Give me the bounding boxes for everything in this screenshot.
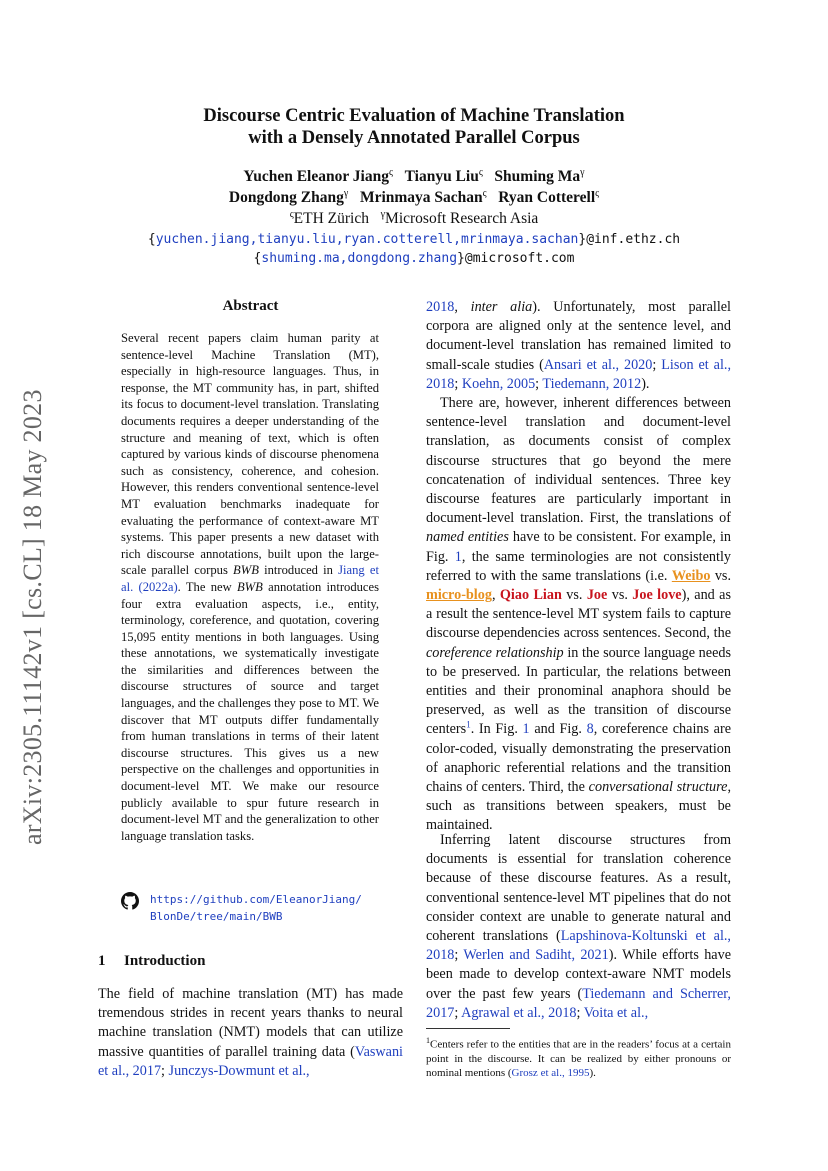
citation-link[interactable]: Voita et al., [583,1004,649,1021]
github-icon [121,892,139,910]
citation-link[interactable]: Agrawal et al., 2018 [461,1004,577,1021]
citation-link[interactable]: Lapshinova-Koltunski et al., 2018 [426,928,731,964]
author-name: Yuchen Eleanor Jiang [243,168,389,185]
citation-link[interactable]: Vaswani et al., 2017 [98,1043,403,1079]
corpus-name: BWB [233,563,259,578]
figure-ref-link[interactable]: 8 [586,721,594,738]
entity-highlight: Joe love [632,587,682,604]
section-number: 1 [98,953,106,969]
footnote-divider [426,1028,510,1029]
arxiv-stamp: arXiv:2305.11142v1 [cs.CL] 18 May 2023 [18,389,47,845]
entity-highlight: Qiao Lian [499,587,562,604]
citation-link[interactable]: Koehn, 2005 [461,375,536,392]
right-paragraph-2: There are, however, inherent differences between sentence-level translation and document-level translation, as documents consist of complex discourse structures that go beyond the mere concatenation of individual sentences. Three key discourse features are particularly important in document-level translation. First, the translations of named entities have to be consistent. For example, in Fig. 1, the same terminologies are not consistently referred to with the same translations (i.e. Weibo vs. micro-blog, Qiao Lian vs. Joe vs. Joe love), and as a result the sentence-level MT system fails to capture discourse dependencies across sentences. Second, the coreference relationship in the source language needs to be preserved. In particular, the relations between entities and their pronominal anaphora should be preserved, as well as the transition of discourse centers$^1$. In Fig. 1 and Fig. 8, coreference chains are color-coded, visually demonstrating the preservation of anaphoric referential relations and the transition chains of centers. Third, the conversational structure, such as transitions between speakers, must be maintained. [426,395,732,834]
author-mark: ς [482,187,487,199]
author-name: Ryan Cotterell [498,189,596,206]
author-name: Shuming Ma [494,168,581,185]
repo-link[interactable] [121,892,391,926]
author-mark: ς [478,166,483,178]
intro-paragraph: The field of machine translation (MT) has made tremendous strides in recent years thanks to neural machine translation (NMT) models that can utilize massive quantities of parallel training data (Vaswani et al., 2017; Junczys-Dowmunt et al., [98,986,403,1079]
affiliations [100,208,728,229]
corpus-name: BWB [236,579,263,594]
paper-title-line-2: with a Densely Annotated Parallel Corpus [248,128,580,148]
section-heading-introduction [98,952,403,970]
abstract-heading: Abstract [222,298,279,314]
footnote: $^1$Centers refer to the entities that are in the readers’ focus at a certain point in the discourse. It can be realized by either pronouns or nominal mentions (Grosz et al., 1995). [426,1036,731,1080]
citation-link[interactable]: Ansari et al., 2020 [543,356,653,373]
author-mark: γ [343,187,349,199]
author-mark: ς [595,187,600,199]
citation-link[interactable]: Lison et al., 2018 [426,356,731,392]
right-paragraph-3: Inferring latent discourse structures from documents is essential for translation coherence because of these discourse features. As a result, conventional sentence-level MT pipelines that do not consider context are unable to generate natural and coherent translations (Lapshinova-Koltunski et al., 2018; Werlen and Sadiht, 2021). While efforts have been made to develop context-aware NMT models over the past few years (Tiedemann and Scherrer, 2017; Agrawal et al., 2018; Voita et al., [426,832,731,1021]
author-name: Tianyu Liu [404,168,479,185]
citation-link[interactable]: Werlen and Sadiht, 2021 [463,947,609,964]
citation-link[interactable]: Tiedemann, 2012 [542,375,642,392]
figure-ref-link[interactable]: 1 [454,548,462,565]
author-line-1 [100,166,728,187]
email-users-link[interactable]: yuchen.jiang,tianyu.liu,ryan.cotterell,mrinmaya.sachan [155,232,579,247]
right-paragraph-1: 2018, inter alia). Unfortunately, most parallel corpora are aligned only at the sentence level, and document-level translation has remained limited to small-scale studies (Ansari et al., 2020; Lison et al., 2018; Koehn, 2005; Tiedemann, 2012). [426,299,731,392]
affiliation-name: ETH Zürich [293,210,369,227]
figure-ref-link[interactable]: 1 [522,721,530,738]
email-users-link[interactable]: shuming.ma,dongdong.zhang [261,251,458,266]
email-line-1: {yuchen.jiang,tianyu.liu,ryan.cotterell,mrinmaya.sachan}@inf.ethz.ch [147,232,681,247]
author-mark: γ [580,166,585,178]
footnote-ref-link[interactable]: 1 [466,719,471,730]
author-name: Mrinmaya Sachan [359,189,483,206]
author-mark: ς [388,166,393,178]
affiliation-name: Microsoft Research Asia [385,210,539,227]
email-domain: @microsoft.com [464,251,575,266]
entity-highlight: Weibo [671,567,711,584]
citation-link[interactable]: 2018 [426,299,455,315]
paper-title-line-1: Discourse Centric Evaluation of Machine Translation [203,106,625,126]
entity-highlight: Joe [586,587,608,604]
affiliation-mark: γ [380,208,386,220]
email-domain: @inf.ethz.ch [586,232,681,247]
citation-link[interactable]: Tiedemann and Scherrer, 2017 [426,985,731,1021]
author-name: Dongdong Zhang [228,189,344,206]
entity-highlight: micro-blog [426,587,492,604]
citation-link[interactable]: Jiang et al. (2022a) [121,563,379,594]
section-title: Introduction [124,953,206,969]
citation-link[interactable]: Grosz et al., 1995 [511,1067,590,1080]
email-line-2: {shuming.ma,dongdong.zhang}@microsoft.com [253,251,575,266]
repo-url[interactable]: https://github.com/EleanorJiang/ BlonDe/tree/main/BWB [150,893,362,923]
abstract-text: Several recent papers claim human parity at sentence-level Machine Translation (MT), especially in high-resource languages. Thus, in response, the MT community has, in part, shifted its focus to document-level translation. Translating documents requires a deeper understanding of the structure and meaning of text, which is often captured by various kinds of discourse phenomena such as consistency, coherence, and cohesion. However, this renders conventional sentence-level MT evaluation benchmarks inadequate for evaluating the performance of context-aware MT systems. This paper presents a new dataset with rich discourse annotations, built upon the large-scale parallel corpus BWB introduced in Jiang et al. (2022a). The new BWB annotation introduces four extra evaluation aspects, i.e., entity, terminology, coreference, and quotation, covering 15,095 entity mentions in both languages. Using these annotations, we systematically investigate the similarities and differences between the discourse structures of source and target languages, and the challenges they pose to MT. We discover that MT outputs differ fundamentally from human translations in terms of their latent discourse structures. This gives us a new perspective on the challenges and opportunities in document-level MT. We make our resource publicly available to spur future research in document-level MT and the generalization to other language translation tasks. [121,331,379,843]
author-line-2 [100,187,728,208]
footnote-mark: 1 [426,1036,430,1045]
citation-link[interactable]: Junczys-Dowmunt et al., [168,1062,310,1079]
affiliation-mark: ς [289,208,294,220]
